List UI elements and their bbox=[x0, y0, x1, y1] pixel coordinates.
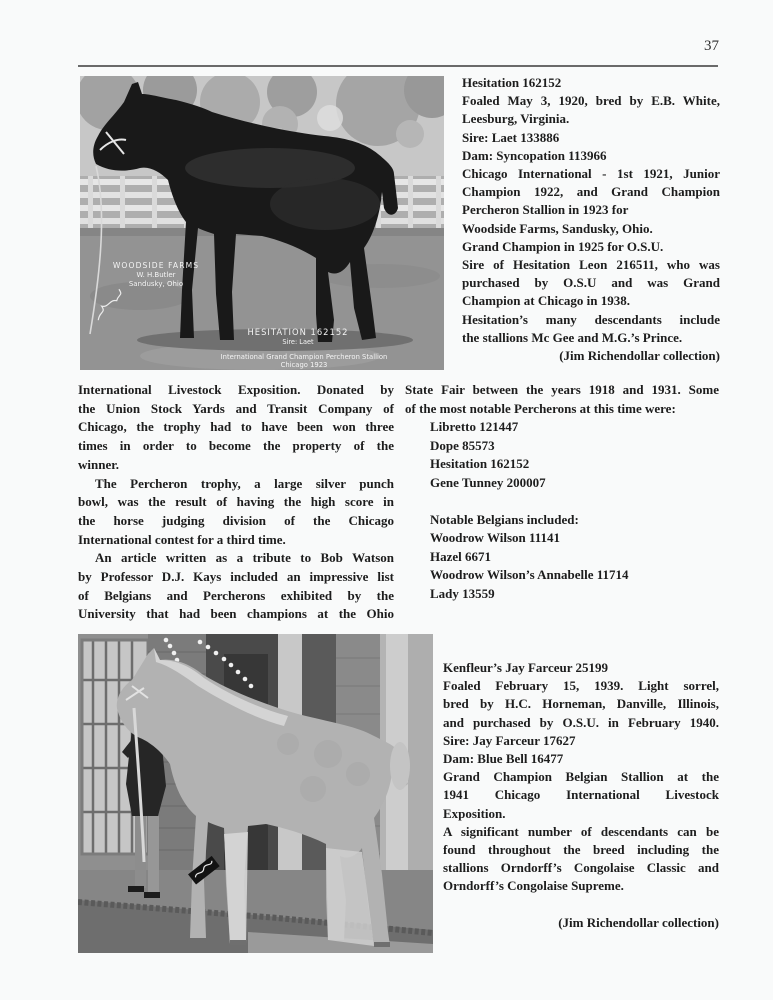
overlay-farm-owner: W. H.Butler bbox=[136, 271, 176, 279]
text-line: The Percheron trophy, a large silver punch bbox=[95, 475, 394, 491]
text-line: State Fair between the years 1918 and 1931. Some bbox=[405, 382, 719, 397]
hesitation-caption-block bbox=[462, 74, 720, 365]
text-line: Lady 13559 bbox=[430, 585, 495, 601]
text-line: Woodrow Wilson’s Annabelle 11714 bbox=[430, 567, 629, 582]
photo-kenfleur-illustration bbox=[78, 634, 433, 953]
text-line: Hesitation 162152 bbox=[462, 75, 562, 90]
text-line: Hesitation’s many descendants include bbox=[462, 311, 720, 327]
text-line: Foaled May 3, 1920, bred by E.B. White, bbox=[462, 93, 720, 109]
text-line: (Jim Richendollar collection) bbox=[558, 914, 719, 930]
text-line: Champion 1922, and Grand Champion bbox=[462, 184, 720, 200]
text-line: University that had been champions at the Ohio bbox=[78, 606, 394, 622]
text-line: the Union Stock Yards and Transit Company of bbox=[78, 400, 394, 416]
text-line: Chicago International - 1st 1921, Junior bbox=[462, 166, 720, 182]
photo-kenfleur bbox=[78, 634, 433, 953]
overlay-title-year: Chicago 1923 bbox=[280, 361, 328, 369]
top-rule bbox=[78, 65, 718, 67]
text-line: Sire of Hesitation Leon 216511, who was bbox=[462, 257, 720, 273]
page-number: 37 bbox=[704, 38, 719, 54]
text-line: winner. bbox=[78, 456, 120, 472]
text-line: bowl, was the result of having the high score in bbox=[78, 494, 394, 510]
text-line bbox=[443, 896, 719, 914]
text-line: Hazel 6671 bbox=[430, 548, 492, 564]
text-line: Foaled February 15, 1939. Light sorrel, bbox=[443, 678, 719, 694]
text-line: of the most notable Percherons at this time were: bbox=[405, 400, 676, 416]
text-line: of Belgians and Percherons exhibited by the bbox=[78, 587, 394, 603]
text-line: Exposition. bbox=[443, 805, 506, 821]
text-line: Grand Champion in 1925 for O.S.U. bbox=[462, 238, 664, 254]
text-line: International contest for a third time. bbox=[78, 531, 286, 547]
kenfleur-caption-block bbox=[443, 659, 719, 932]
text-line: by Professor D.J. Kays included an impressive list bbox=[78, 569, 394, 585]
body-column-left bbox=[78, 381, 394, 624]
text-line: times in order to become the property of the bbox=[78, 438, 394, 454]
text-line: and purchased by O.S.U. in February 1940. bbox=[443, 714, 719, 730]
text-line: Champion at Chicago in 1938. bbox=[462, 293, 630, 309]
text-line: found throughout the breed including the bbox=[443, 842, 719, 858]
text-line: A significant number of descendants can be bbox=[443, 823, 719, 839]
text-line: Sire: Laet 133886 bbox=[462, 129, 560, 145]
text-line: Dope 85573 bbox=[430, 437, 495, 453]
text-line: Grand Champion Belgian Stallion at the bbox=[443, 769, 719, 785]
overlay-farm-city: Sandusky, Ohio bbox=[128, 280, 184, 288]
text-line: Gene Tunney 200007 bbox=[430, 474, 546, 490]
text-line: International Livestock Exposition. Donated by bbox=[78, 382, 394, 397]
overlay-title-line: International Grand Champion Percheron Stallion bbox=[220, 353, 388, 361]
text-line: Percheron Stallion in 1923 for bbox=[462, 202, 629, 218]
text-line: 1941 Chicago International Livestock bbox=[443, 787, 719, 803]
overlay-horse-name: HESITATION 162152 bbox=[247, 327, 349, 337]
text-line: Leesburg, Virginia. bbox=[462, 111, 570, 127]
tail bbox=[390, 742, 410, 790]
text-line: Chicago, the trophy had to have been won three bbox=[78, 419, 394, 435]
text-line: Notable Belgians included: bbox=[430, 511, 579, 527]
text-line: Kenfleur’s Jay Farceur 25199 bbox=[443, 660, 608, 675]
text-line: Dam: Syncopation 113966 bbox=[462, 147, 607, 163]
text-line: the horse judging division of the Chicago bbox=[78, 512, 394, 528]
overlay-farm-name: WOODSIDE FARMS bbox=[112, 261, 200, 270]
text-line: (Jim Richendollar collection) bbox=[559, 348, 720, 364]
text-line: bred by H.C. Horneman, Danville, Illinois, bbox=[443, 696, 719, 712]
text-line: purchased by O.S.U and was Grand bbox=[462, 275, 720, 291]
text-line: An article written as a tribute to Bob Watson bbox=[95, 550, 394, 566]
text-line: Woodside Farms, Sandusky, Ohio. bbox=[462, 220, 653, 236]
text-line bbox=[405, 492, 719, 511]
text-line: Sire: Jay Farceur 17627 bbox=[443, 732, 576, 748]
text-line: Hesitation 162152 bbox=[430, 456, 530, 471]
photo-hesitation-illustration bbox=[80, 76, 444, 370]
photo-hesitation bbox=[80, 76, 444, 370]
text-line: Dam: Blue Bell 16477 bbox=[443, 751, 564, 767]
overlay-horse-sire: Sire: Laet bbox=[282, 338, 314, 346]
body-column-right bbox=[405, 381, 719, 603]
text-line: the stallions Mc Gee and M.G.’s Prince. bbox=[462, 329, 683, 345]
text-line: stallions Orndorff’s Congolaise Classic and bbox=[443, 860, 719, 876]
text-line: Libretto 121447 bbox=[430, 419, 519, 434]
text-line: Orndorff’s Congolaise Supreme. bbox=[443, 878, 624, 894]
text-line: Woodrow Wilson 11141 bbox=[430, 530, 561, 545]
